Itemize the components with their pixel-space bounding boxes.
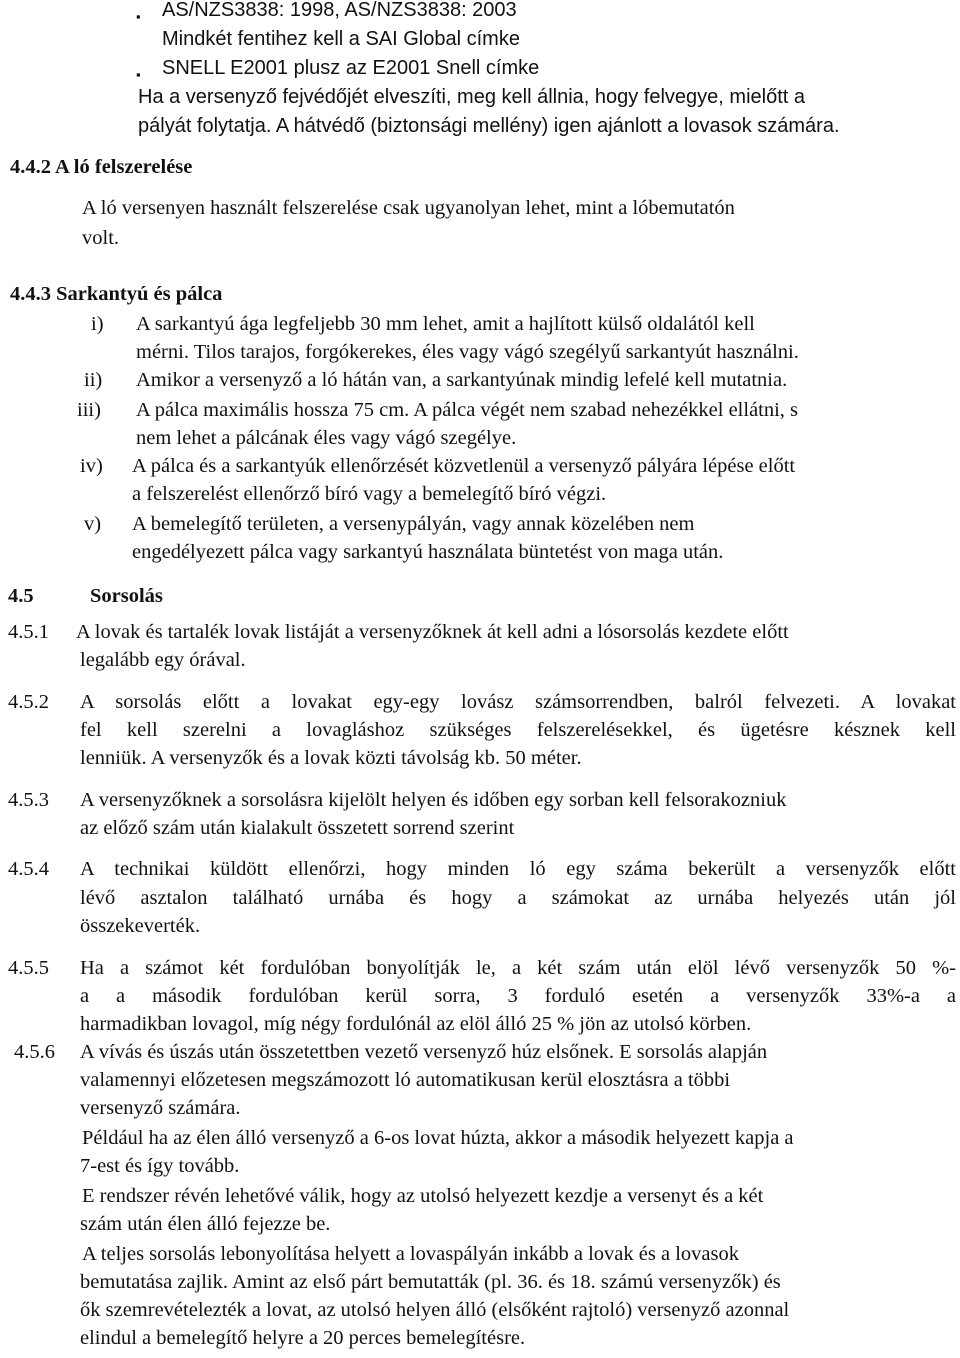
list-item-line: a felszerelést ellenőrző bíró vagy a bemelegítő bíró végzi. (132, 483, 607, 505)
section-number: 4.4.2 (10, 156, 51, 178)
item-line: versenyző számára. (80, 1097, 241, 1119)
list-label: v) (84, 513, 102, 535)
list-label: iv) (80, 455, 103, 477)
paragraph-line: A ló versenyen használt felszerelése csak ugyanolyan lehet, mint a lóbemutatón (82, 197, 735, 219)
section-number: 4.4.3 (10, 283, 51, 305)
section-title: A ló felszerelése (55, 156, 193, 178)
section-heading-4-4-2 (10, 153, 192, 182)
list-item-line: A bemelegítő területen, a versenypályán, vagy annak közelében nem (132, 513, 695, 535)
helmet-rule-line: Ha a versenyző fejvédőjét elveszíti, meg kell állnia, hogy felvegye, mielőtt a (138, 86, 806, 108)
item-line: fel kell szerelni a lovagláshoz szükséges felszerelésekkel, és ügetésre késznek kell (80, 719, 956, 741)
paragraph-line: A teljes sorsolás lebonyolítása helyett a lovaspályán inkább a lovak és a lovasok (82, 1243, 739, 1265)
item-number: 4.5.1 (8, 621, 49, 643)
item-line: a a második fordulóban kerül sorra, 3 forduló esetén a versenyzők 33%-a a (80, 985, 956, 1007)
paragraph-line: Például ha az élen álló versenyző a 6-os lovat húzta, akkor a második helyezett kapja a (82, 1127, 794, 1149)
paragraph-line: volt. (82, 227, 120, 249)
paragraph-line: elindul a bemelegítő helyre a 20 perces bemelegítésre. (80, 1327, 526, 1349)
section-heading-4-4-3 (10, 280, 222, 309)
list-label: iii) (77, 399, 101, 421)
item-number: 4.5.6 (14, 1041, 55, 1063)
item-line: lenniük. A versenyzők és a lovak közti távolság kb. 50 méter. (80, 747, 582, 769)
helmet-standard-2: SNELL E2001 plusz az E2001 Snell címke (162, 57, 540, 79)
item-number: 4.5.4 (8, 858, 49, 880)
list-item-line: Amikor a versenyző a ló hátán van, a sarkantyúnak mindig lefelé kell mutatnia. (136, 369, 788, 391)
section-number-4-5: 4.5 (8, 585, 34, 607)
item-line: az előző szám után kialakult összetett sorrend szerint (80, 817, 515, 839)
bullet-marker: ▪ (136, 67, 141, 82)
list-item-line: A pálca és a sarkantyúk ellenőrzését közvetlenül a versenyző pályára lépése előtt (132, 455, 796, 477)
paragraph-line: 7-est és így tovább. (80, 1155, 240, 1177)
section-title-4-5: Sorsolás (90, 585, 163, 607)
list-item-line: A pálca maximális hossza 75 cm. A pálca végét nem szabad nehezékkel ellátni, s (136, 399, 799, 421)
helmet-rule-line: pályát folytatja. A hátvédő (biztonsági mellény) igen ajánlott a lovasok számára. (138, 115, 840, 137)
item-number: 4.5.2 (8, 691, 49, 713)
item-line: összekeverték. (80, 915, 201, 937)
list-label: i) (91, 313, 104, 335)
paragraph-line: bemutatása zajlik. Amint az első párt bemutatták (pl. 36. és 18. számú versenyzők) és (80, 1271, 781, 1293)
paragraph-line: szám után élen álló fejezze be. (80, 1213, 331, 1235)
item-line: A technikai küldött ellenőrzi, hogy minden ló egy száma bekerült a versenyzők előtt (80, 858, 956, 880)
item-line: Ha a számot két fordulóban bonyolítják le, a két szám után elöl lévő versenyzők 50 %- (80, 957, 956, 979)
list-item-line: mérni. Tilos tarajos, forgókerekes, éles vagy vágó szegélyű sarkantyút használni. (136, 341, 799, 363)
item-line: A vívás és úszás után összetettben vezető versenyző húz elsőnek. E sorsolás alapján (80, 1041, 768, 1063)
list-label: ii) (84, 369, 103, 391)
list-item-line: engedélyezett pálca vagy sarkantyú használata büntetést von maga után. (132, 541, 724, 563)
item-number: 4.5.5 (8, 957, 49, 979)
section-title: Sarkantyú és pálca (56, 283, 223, 305)
paragraph-line: E rendszer révén lehetővé válik, hogy az utolsó helyezett kezdje a versenyt és a két (82, 1185, 764, 1207)
item-line: A sorsolás előtt a lovakat egy-egy lovász számsorrendben, balról felvezeti. A lovakat (80, 691, 956, 713)
item-line: lévő asztalon található urnába és hogy a számokat az urnába helyezés után jól (80, 887, 956, 909)
list-item-line: A sarkantyú ága legfeljebb 30 mm lehet, amit a hajlított külső oldalától kell (136, 313, 755, 335)
item-line: A versenyzőknek a sorsolásra kijelölt helyen és időben egy sorban kell felsorakozniuk (80, 789, 787, 811)
helmet-standard-1-note: Mindkét fentihez kell a SAI Global címke (162, 28, 520, 50)
list-item-line: nem lehet a pálcának éles vagy vágó szegélye. (136, 427, 517, 449)
item-number: 4.5.3 (8, 789, 49, 811)
bullet-marker: ▪ (136, 9, 141, 24)
item-line: legalább egy órával. (80, 649, 246, 671)
paragraph-line: ők szemrevételezték a lovat, az utolsó helyen álló (elsőként rajtoló) versenyző azonnal (80, 1299, 790, 1321)
helmet-standard-1: AS/NZS3838: 1998, AS/NZS3838: 2003 (162, 0, 517, 21)
item-line: A lovak és tartalék lovak listáját a versenyzőknek át kell adni a lósorsolás kezdete előtt (76, 621, 789, 643)
item-line: valamennyi előzetesen megszámozott ló automatikusan kerül elosztásra a többi (80, 1069, 731, 1091)
item-line: harmadikban lovagol, míg négy fordulónál az elöl álló 25 % jön az utolsó körben. (80, 1013, 752, 1035)
